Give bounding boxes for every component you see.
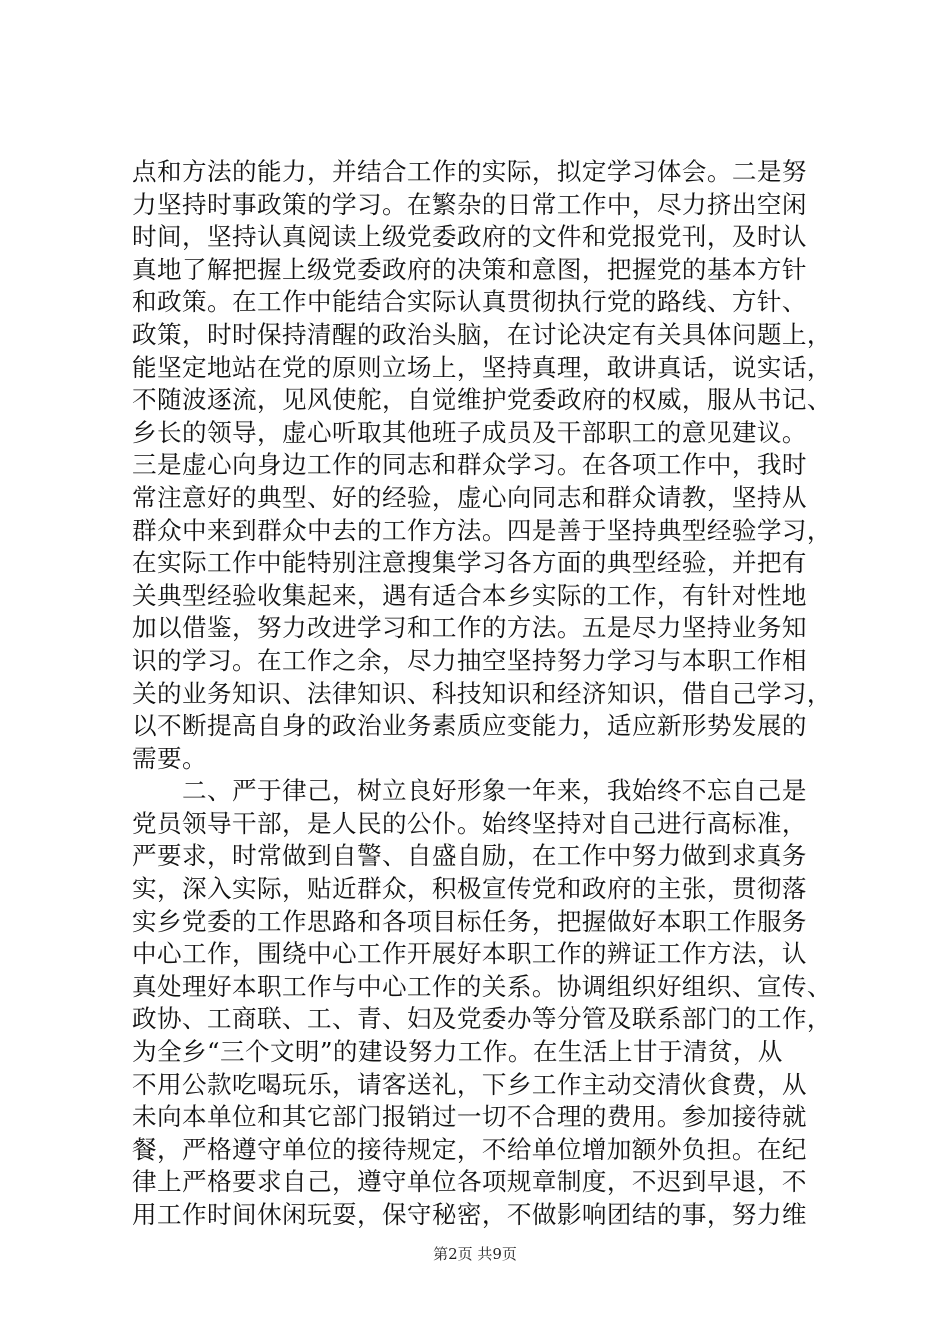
text-line: 三是虚心向身边工作的同志和群众学习。在各项工作中，我时 (132, 450, 807, 480)
text-line: 政策，时时保持清醒的政治头脑，在讨论决定有关具体问题上， (132, 319, 832, 349)
text-line: 力坚持时事政策的学习。在繁杂的日常工作中，尽力挤出空闲 (132, 189, 807, 219)
text-line: 用工作时间休闲玩耍，保守秘密，不做影响团结的事，努力维 (132, 1200, 807, 1229)
text-line: 未向本单位和其它部门报销过一切不合理的费用。参加接待就 (132, 1102, 807, 1132)
text-line: 时间，坚持认真阅读上级党委政府的文件和党报党刊，及时认 (132, 222, 807, 252)
text-line: 常注意好的典型、好的经验，虚心向同志和群众请教，坚持从 (132, 482, 807, 512)
text-line: 中心工作，围绕中心工作开展好本职工作的辨证工作方法，认 (132, 939, 807, 969)
text-line: 律上严格要求自己，遵守单位各项规章制度，不迟到早退，不 (132, 1167, 807, 1197)
text-line: 在实际工作中能特别注意搜集学习各方面的典型经验，并把有 (132, 548, 807, 578)
text-line: 不用公款吃喝玩乐，请客送礼，下乡工作主动交清伙食费，从 (132, 1069, 807, 1099)
text-line: 不随波逐流，见风使舵，自觉维护党委政府的权威，服从书记、 (132, 385, 832, 415)
text-line: 严要求，时常做到自警、自盛自励，在工作中努力做到求真务 (132, 841, 807, 871)
text-line: 党员领导干部，是人民的公仆。始终坚持对自己进行高标准， (132, 808, 807, 838)
text-line: 乡长的领导，虚心听取其他班子成员及干部职工的意见建议。 (132, 417, 807, 447)
text-line: 为全乡“三个文明”的建设努力工作。在生活上甘于清贫，从 (132, 1037, 783, 1067)
text-line: 以不断提高自身的政治业务素质应变能力，适应新形势发展的 (132, 711, 807, 741)
text-line: 真地了解把握上级党委政府的决策和意图，把握党的基本方针 (132, 254, 807, 284)
text-line: 加以借鉴，努力改进学习和工作的方法。五是尽力坚持业务知 (132, 613, 807, 643)
text-line: 关典型经验收集起来，遇有适合本乡实际的工作，有针对性地 (132, 580, 807, 610)
text-line: 和政策。在工作中能结合实际认真贯彻执行党的路线、方针、 (132, 287, 807, 317)
text-line: 实，深入实际，贴近群众，积极宣传党和政府的主张，贯彻落 (132, 874, 807, 904)
text-line: 实乡党委的工作思路和各项目标任务，把握做好本职工作服务 (132, 906, 807, 936)
body-text (132, 156, 832, 1232)
paragraph-start-line: 二、严于律己，树立良好形象一年来，我始终不忘自己是 (182, 776, 807, 806)
text-line: 点和方法的能力，并结合工作的实际，拟定学习体会。二是努 (132, 157, 807, 186)
text-line: 识的学习。在工作之余，尽力抽空坚持努力学习与本职工作相 (132, 645, 807, 675)
text-line: 政协、工商联、工、青、妇及党委办等分管及联系部门的工作， (132, 1004, 832, 1034)
text-line: 需要。 (132, 743, 207, 773)
text-line: 真处理好本职工作与中心工作的关系。协调组织好组织、宣传、 (132, 971, 832, 1001)
text-line: 餐，严格遵守单位的接待规定，不给单位增加额外负担。在纪 (132, 1134, 807, 1164)
text-line: 关的业务知识、法律知识、科技知识和经济知识，借自己学习， (132, 678, 832, 708)
page-number-footer: 第2页 共9页 (433, 1245, 517, 1263)
text-line: 能坚定地站在党的原则立场上，坚持真理，敢讲真话，说实话， (132, 352, 832, 382)
text-line: 群众中来到群众中去的工作方法。四是善于坚持典型经验学习， (132, 515, 832, 545)
